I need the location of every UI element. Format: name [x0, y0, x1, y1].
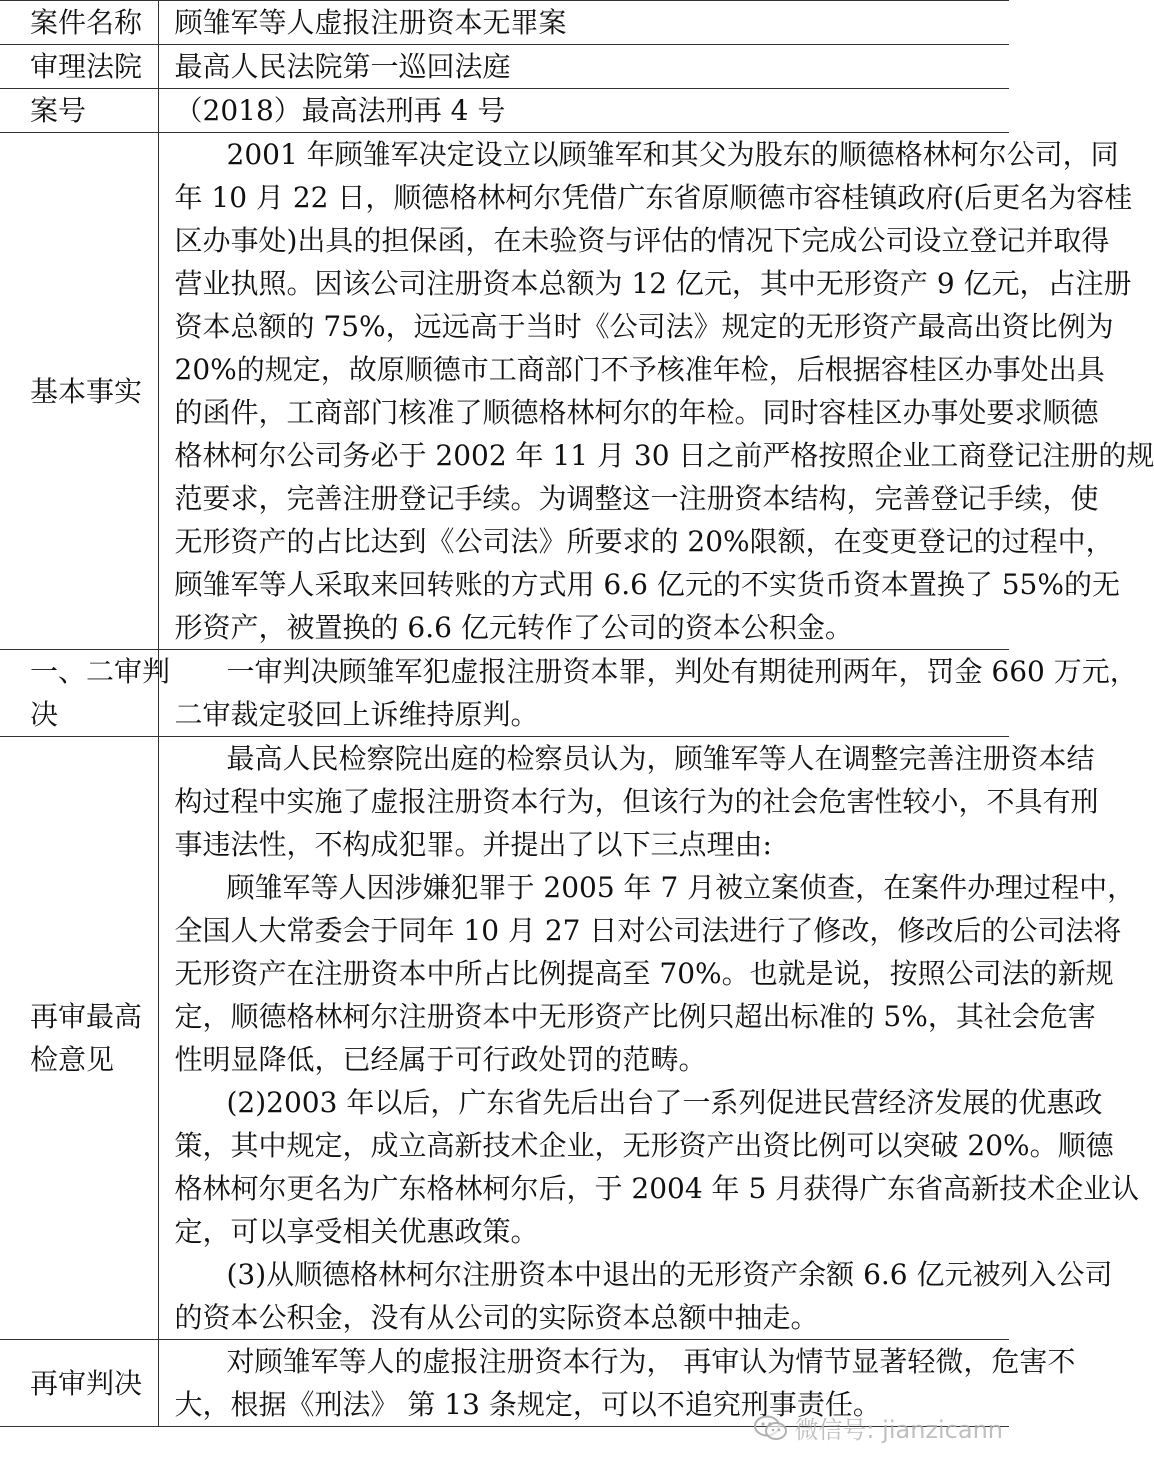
- table-row: [0, 737, 1009, 1340]
- label-line: 再审最高: [30, 1000, 143, 1033]
- text-line: 一审判决顾雏军犯虚报注册资本罪，判处有期徒刑两年，罚金 660 万元，: [226, 655, 1138, 688]
- row-content: [158, 1, 1009, 45]
- text-line: 的资本公积金，没有从公司的实际资本总额中抽走。: [174, 1301, 819, 1334]
- text-line: 资本总额的 75%，远远高于当时《公司法》规定的无形资产最高出资比例为: [174, 310, 1114, 343]
- label-line: 检意见: [30, 1043, 115, 1076]
- label-line: 一、二审判: [30, 655, 171, 688]
- text-line: 20%的规定，故原顺德市工商部门不予核准年检，后根据容桂区办事处出具: [174, 353, 1105, 386]
- text-line: 对顾雏军等人的虚报注册资本行为， 再审认为情节显著轻微，危害不: [226, 1345, 1076, 1378]
- text-line: (2)2003 年以后，广东省先后出台了一系列促进民营经济发展的优惠政: [226, 1086, 1103, 1119]
- label-line: 再审判决: [30, 1366, 143, 1400]
- text-line: 性明显降低，已经属于可行政处罚的范畴。: [174, 1043, 707, 1076]
- text-line: 的函件，工商部门核准了顺德格林柯尔的年检。同时容桂区办事处要求顺德: [174, 396, 1099, 429]
- text-line: 构过程中实施了虚报注册资本行为，但该行为的社会危害性较小，不具有刑: [174, 785, 1099, 818]
- table-row: [0, 133, 1009, 650]
- text-line: 全国人大常委会于同年 10 月 27 日对公司法进行了修改，修改后的公司法将: [174, 914, 1122, 947]
- text-line: 事违法性，不构成犯罪。并提出了以下三点理由:: [174, 828, 772, 861]
- label-line: 决: [30, 698, 59, 731]
- watermark: [754, 1410, 1003, 1445]
- text-line: 策，其中规定，成立高新技术企业，无形资产出资比例可以突破 20%。顺德: [174, 1129, 1114, 1162]
- table-row: [0, 89, 1009, 133]
- table-row: [0, 650, 1009, 737]
- text-line: 二审裁定驳回上诉维持原判。: [174, 698, 539, 731]
- row-label: [0, 89, 158, 133]
- row-label: [0, 1340, 158, 1427]
- text-line: 格林柯尔更名为广东格林柯尔后，于 2004 年 5 月获得广东省高新技术企业认: [174, 1172, 1140, 1205]
- row-label: [0, 133, 158, 650]
- text-line: (3)从顺德格林柯尔注册资本中退出的无形资产余额 6.6 亿元被列入公司: [226, 1258, 1113, 1291]
- text-line: 无形资产的占比达到《公司法》所要求的 20%限额，在变更登记的过程中，: [174, 525, 1114, 558]
- text-line: 定，顺德格林柯尔注册资本中无形资产比例只超出标准的 5%，其社会危害: [174, 1000, 1096, 1033]
- text-line: 区办事处)出具的担保函，在未验资与评估的情况下完成公司设立登记并取得: [174, 224, 1110, 257]
- row-content: [158, 737, 1140, 1340]
- table-row: [0, 1, 1009, 45]
- text-line: 顾雏军等人虚报注册资本无罪案: [174, 6, 567, 39]
- row-content: [158, 45, 1009, 89]
- row-label: [0, 737, 158, 1340]
- wechat-icon: [754, 1415, 788, 1441]
- text-line: 格林柯尔公司务必于 2002 年 11 月 30 日之前严格按照企业工商登记注册的规: [174, 439, 1154, 472]
- row-content: [158, 89, 1009, 133]
- text-line: 大，根据《刑法》 第 13 条规定，可以不追究刑事责任。: [174, 1388, 881, 1421]
- text-line: 2001 年顾雏军决定设立以顾雏军和其父为股东的顺德格林柯尔公司，同: [226, 138, 1119, 171]
- table-row: [0, 45, 1009, 89]
- text-line: 顾雏军等人采取来回转账的方式用 6.6 亿元的不实货币资本置换了 55%的无: [174, 568, 1120, 601]
- row-content: [158, 650, 1138, 737]
- label-line: 案号: [30, 94, 87, 127]
- label-line: 基本事实: [30, 374, 143, 408]
- text-line: 年 10 月 22 日，顺德格林柯尔凭借广东省原顺德市容桂镇政府(后更名为容桂: [174, 181, 1133, 214]
- text-line: 无形资产在注册资本中所占比例提高至 70%。也就是说，按照公司法的新规: [174, 957, 1114, 990]
- text-line: （2018）最高法刑再 4 号: [174, 94, 506, 127]
- row-label: [0, 650, 171, 737]
- label-line: 案件名称: [30, 6, 143, 39]
- row-content: [158, 133, 1154, 650]
- label-line: 审理法院: [30, 50, 143, 83]
- text-line: 最高人民法院第一巡回法庭: [174, 50, 511, 83]
- text-line: 定，可以享受相关优惠政策。: [174, 1215, 539, 1248]
- text-line: 营业执照。因该公司注册资本总额为 12 亿元，其中无形资产 9 亿元，占注册: [174, 267, 1132, 300]
- row-label: [0, 1, 158, 45]
- text-line: 最高人民检察院出庭的检察员认为，顾雏军等人在调整完善注册资本结: [226, 742, 1095, 775]
- text-line: 形资产，被置换的 6.6 亿元转作了公司的资本公积金。: [174, 611, 853, 644]
- text-line: 范要求，完善注册登记手续。为调整这一注册资本结构，完善登记手续，使: [174, 482, 1099, 515]
- row-label: [0, 45, 158, 89]
- watermark-text: 微信号: jianzicann: [794, 1416, 1003, 1444]
- text-line: 顾雏军等人因涉嫌犯罪于 2005 年 7 月被立案侦查，在案件办理过程中，: [226, 871, 1136, 904]
